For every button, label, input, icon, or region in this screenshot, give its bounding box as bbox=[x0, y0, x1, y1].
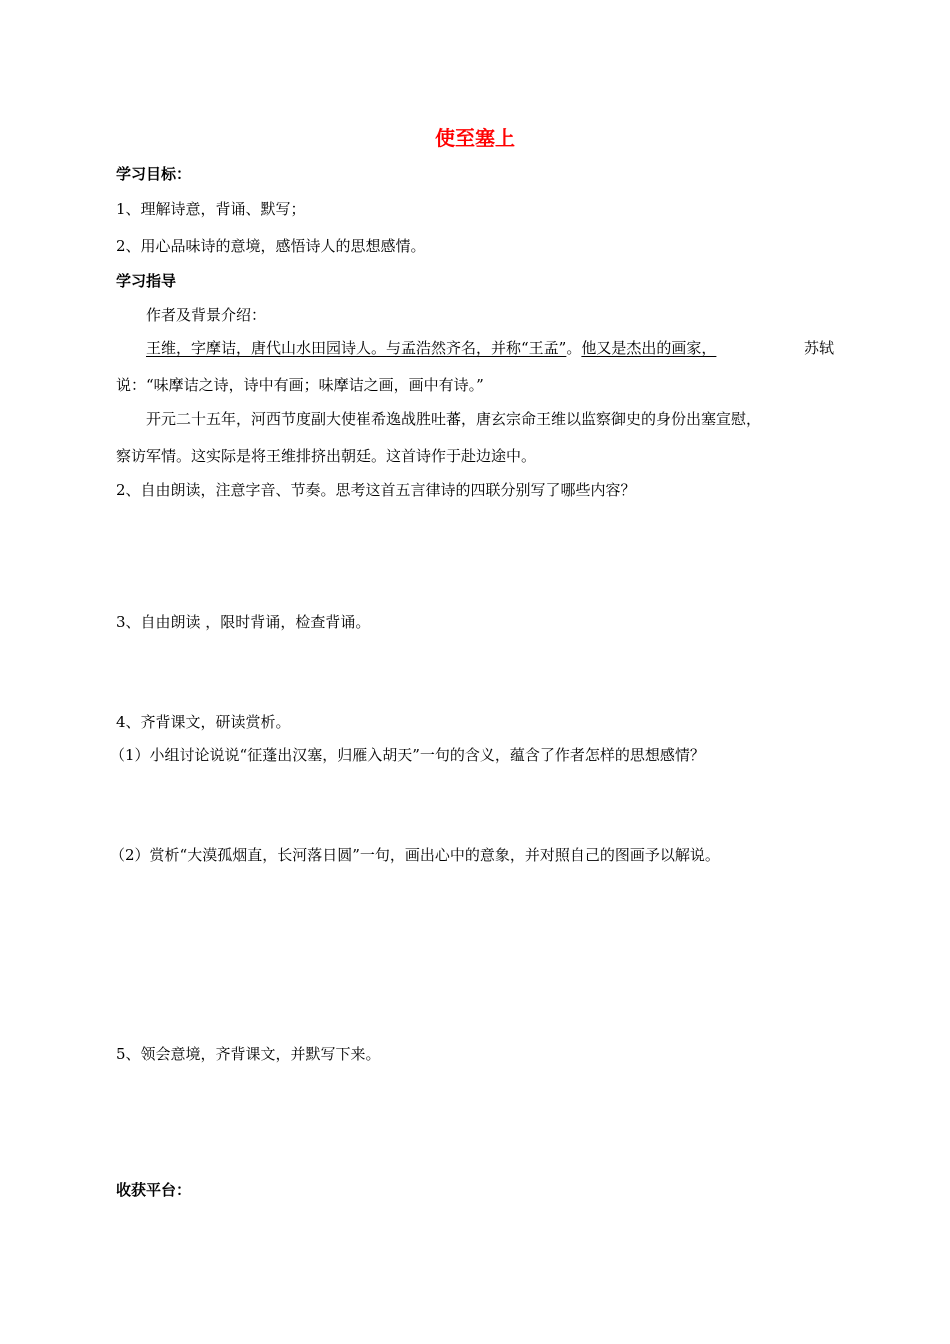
guide-heading: 学习指导 bbox=[116, 272, 177, 290]
author-intro-label: 作者及背景介绍： bbox=[146, 306, 267, 324]
harvest-heading: 收获平台： bbox=[116, 1181, 192, 1199]
task-4-question-1: （1）小组讨论说说“征蓬出汉塞，归雁入胡天”一句的含义，蕴含了作者怎样的思想感情？ bbox=[110, 746, 705, 764]
author-line-end: 苏轼 bbox=[803, 339, 834, 357]
author-name-underlined: 王维，字摩诘，唐代山水田园诗人。 bbox=[146, 339, 387, 357]
goal-item-1: 1、理解诗意，背诵、默写； bbox=[116, 200, 306, 218]
task-3: 3、自由朗读 ，限时背诵，检查背诵。 bbox=[116, 613, 371, 631]
task-5: 5、领会意境，齐背课文，并默写下来。 bbox=[116, 1045, 381, 1063]
author-peer-underlined: 与孟浩然齐名，并称“王孟” bbox=[386, 339, 567, 357]
page-title: 使至塞上 bbox=[435, 126, 515, 150]
task-2: 2、自由朗读，注意字音、节奏。思考这首五言律诗的四联分别写了哪些内容？ bbox=[116, 481, 636, 499]
author-sentence-end: 。 bbox=[566, 339, 582, 357]
goals-heading: 学习目标： bbox=[116, 165, 192, 183]
background-paragraph-line-1: 开元二十五年，河西节度副大使崔希逸战胜吐蕃，唐玄宗命王维以监察御史的身份出塞宣慰， bbox=[146, 410, 762, 428]
task-4: 4、齐背课文，研读赏析。 bbox=[116, 713, 291, 731]
goal-item-2: 2、用心品味诗的意境，感悟诗人的思想感情。 bbox=[116, 237, 426, 255]
background-paragraph-line-2: 察访军情。这实际是将王维排挤出朝廷。这首诗作于赴边途中。 bbox=[116, 447, 537, 465]
author-paragraph-line-2: 说：“味摩诘之诗，诗中有画；味摩诘之画，画中有诗。” bbox=[116, 376, 484, 394]
author-painter-underlined: 他又是杰出的画家， bbox=[581, 339, 717, 357]
author-paragraph-line-1 bbox=[146, 338, 834, 358]
task-4-question-2: （2）赏析“大漠孤烟直，长河落日圆”一句，画出心中的意象，并对照自己的图画予以解说。 bbox=[110, 846, 720, 864]
